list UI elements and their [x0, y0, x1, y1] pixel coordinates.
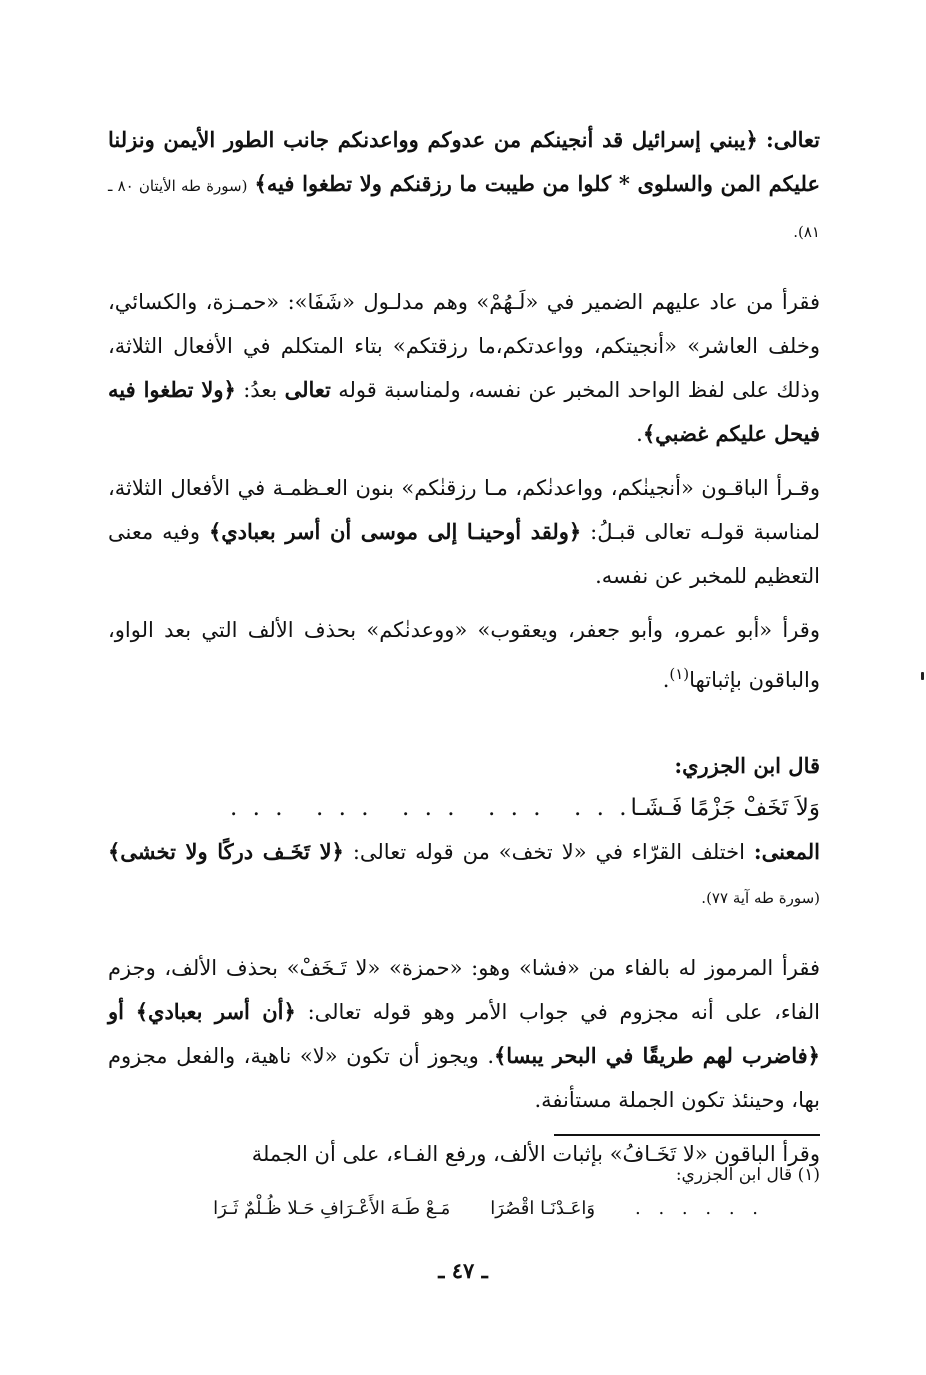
paragraph-2: [108, 280, 820, 456]
footnote-verse: [108, 1192, 820, 1226]
surah-reference: (سورة طه آية ٧٧).: [701, 889, 820, 907]
paragraph-text: اختلف القرّاء في «لا تخف» من قوله تعالى:: [352, 840, 745, 864]
paragraph-text: وقرأ الباقون «لا تَخَـافُ» بإثبات الألف، ورفع الفـاء، على أن الجملة: [251, 1142, 820, 1166]
paragraph-text: فقرأ المرموز له بالفاء من «فشا» وهو: «حمزة» «لا تَـخَفْ» بحذف الألف، وجزم الفاء، على أنه مجزوم في جواب الأمر وهو قوله تعالى:: [108, 956, 820, 1024]
footnote-dots: . . . . . .: [635, 1198, 764, 1219]
paragraph-text: وقرأ «أبو عمرو، وأبو جعفر، ويعقوب» «ووعدنٰكم» بحذف الألف التي بعد الواو، والباقون بإثباتها: [108, 618, 820, 692]
paragraph-text: . ويجوز أن تكون «لا» ناهية، والفعل مجزوم بها، وحينئذ تكون الجملة مستأنفة.: [108, 1044, 820, 1112]
verse-dots: . . .: [229, 795, 287, 821]
footnote-verse-part: وَاعَـدْنَـا اقْصُرَا: [490, 1198, 596, 1219]
verse-dots: . . .: [315, 795, 373, 821]
quran-quote: ﴿ولقد أوحينـا إلى موسى أن أسر بعبادي﴾: [208, 519, 582, 544]
punctuation: .: [636, 422, 643, 446]
verse-line: [108, 786, 820, 830]
surah-reference: (سورة طه الأيتان ٨٠ ـ ٨١).: [108, 177, 820, 241]
punctuation: .: [662, 668, 670, 692]
quran-quote: ﴿أن أسر بعبادي﴾: [135, 999, 296, 1024]
footnote-label: (١) قال ابن الجزري:: [675, 1165, 820, 1185]
main-text: [108, 118, 820, 1176]
bold-word: أو: [108, 999, 124, 1024]
quran-quote: ﴿يبني إسرائيل قد أنجينكم من عدوكم وواعدنكم جانب الطور الأيمن ونزلنا عليكم المن والسلوى * كلوا من طيبت ما رزقنكم ولا تطغوا فيه﴾: [108, 127, 820, 196]
quran-quote: ﴿فاضرب لهم طريقًا في البحر يبسا﴾: [494, 1043, 820, 1068]
footnote-marker: (١): [669, 665, 690, 683]
paragraph-1: [108, 118, 820, 254]
intro-word: تعالى:: [765, 127, 820, 152]
verse-heading: قال ابن الجزري:: [674, 753, 820, 778]
page-number: ـ ٤٧ ـ: [438, 1258, 488, 1283]
paragraph-text: بعدُ:: [243, 378, 278, 402]
verse-dots: . . .: [401, 795, 459, 821]
verse-text: وَلاَ تَخَفْ جَزْمًا فَـشَـا: [630, 795, 820, 821]
edge-mark: [921, 672, 924, 680]
quran-quote: ﴿ولا تطغوا فيه فيحل عليكم غضبي﴾: [108, 377, 820, 446]
verse-dots: . . .: [573, 795, 631, 821]
meaning-label: المعنى:: [753, 839, 820, 864]
paragraph-text: وفيه معنى التعظيم للمخبر عن نفسه.: [108, 520, 820, 588]
paragraph-text: وقـرأ الباقـون «أنجينٰكم، وواعدنٰكم، مـا رزقنٰكم» بنون العـظمـة في الأفعال الثلاثة، لمناسبة قولـه تعالى قبـلُ:: [108, 476, 820, 544]
footnote: [108, 1158, 820, 1226]
paragraph-5: [108, 946, 820, 1122]
paragraph-text: فقرأ من عاد عليهم الضمير في «لَـهُمْ» وهم مدلـول «شَفَا»: «حمـزة، والكسائي، وخلف العاشر» «أنجيتكم، وواعدتكم،ما رزقتكم» بتاء المتكلم في الأفعال الثلاثة، وذلك على لفظ الواحد المخبر عن نفسه، ولمناسبة قوله: [108, 290, 820, 402]
paragraph-3: [108, 466, 820, 598]
footnote-divider: [554, 1134, 820, 1136]
meaning-paragraph: [108, 830, 820, 920]
verse-dots: . . .: [487, 795, 545, 821]
bold-word: تعالى: [284, 377, 331, 402]
paragraph-4: [108, 608, 820, 702]
footnote-verse-part: مَـعْ طَـهَ الأَعْـرَافِ حَـلا ظُـلْمٌ ثَـرَا: [213, 1198, 451, 1219]
quran-quote: ﴿لا تَخَـف دركًا ولا تخشى﴾: [108, 839, 344, 864]
